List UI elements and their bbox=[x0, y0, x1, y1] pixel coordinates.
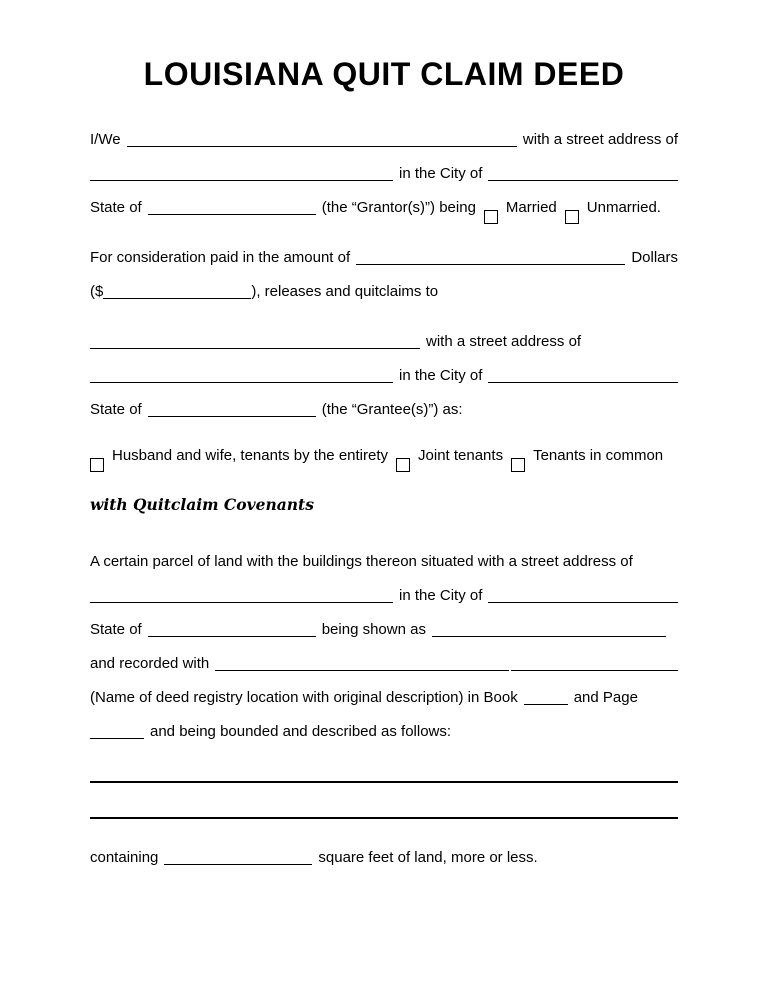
description-line-2 bbox=[90, 813, 678, 847]
property-line-6 bbox=[90, 723, 678, 757]
document-title: LOUISIANA QUIT CLAIM DEED bbox=[143, 56, 625, 92]
grantor-city-label: in the City of bbox=[399, 165, 483, 182]
property-state-label: State of bbox=[90, 621, 142, 638]
releases-quitclaims-label: ), releases and quitclaims to bbox=[251, 283, 439, 300]
married-label: Married bbox=[505, 199, 557, 216]
deed-registry-blank-1[interactable] bbox=[215, 669, 509, 671]
tenants-in-common-label: Tenants in common bbox=[533, 447, 664, 464]
grantor-state-blank[interactable] bbox=[148, 213, 316, 215]
consideration-amount-words-blank[interactable] bbox=[356, 263, 625, 265]
unmarried-checkbox[interactable] bbox=[565, 210, 579, 224]
square-feet-blank[interactable] bbox=[164, 863, 312, 865]
grantee-designation-label: (the “Grantee(s)”) as: bbox=[321, 401, 463, 418]
joint-tenants-checkbox[interactable] bbox=[396, 458, 410, 472]
description-line-1 bbox=[90, 777, 678, 811]
dollars-label: Dollars bbox=[631, 249, 678, 266]
tenancy-options-line bbox=[90, 447, 678, 481]
grantee-state-blank[interactable] bbox=[148, 415, 316, 417]
book-number-blank[interactable] bbox=[524, 703, 568, 705]
property-street-address-blank[interactable] bbox=[90, 601, 393, 603]
grantee-state-label: State of bbox=[90, 401, 142, 418]
quitclaim-covenants-label: with Quitclaim Covenants bbox=[90, 495, 314, 514]
husband-wife-checkbox[interactable] bbox=[90, 458, 104, 472]
parcel-intro-label: A certain parcel of land with the buildings thereon situated with a street address of bbox=[90, 553, 633, 570]
square-feet-label: square feet of land, more or less. bbox=[318, 849, 538, 866]
grantor-designation-label: (the “Grantor(s)”) being bbox=[321, 199, 476, 216]
grantor-street-label: with a street address of bbox=[522, 131, 678, 148]
grantor-street-address-blank[interactable] bbox=[90, 179, 393, 181]
grantor-line-3 bbox=[90, 199, 678, 233]
recorded-with-label: and recorded with bbox=[90, 655, 210, 672]
grantor-city-blank[interactable] bbox=[488, 179, 678, 181]
grantor-line-1 bbox=[90, 131, 678, 165]
containing-label: containing bbox=[90, 849, 159, 866]
husband-wife-label: Husband and wife, tenants by the entirety bbox=[112, 447, 389, 464]
grantor-intro-label: I/We bbox=[90, 131, 121, 148]
dollar-sign-label: ($ bbox=[90, 283, 104, 300]
bounded-described-label: and being bounded and described as follows: bbox=[150, 723, 452, 740]
grantee-line-2 bbox=[90, 367, 678, 401]
grantee-name-blank[interactable] bbox=[90, 347, 420, 349]
property-line-5 bbox=[90, 689, 678, 723]
covenant-line bbox=[90, 495, 678, 529]
deed-registry-note-label: (Name of deed registry location with original description) in Book bbox=[90, 689, 518, 706]
grantee-city-blank[interactable] bbox=[488, 381, 678, 383]
being-shown-as-label: being shown as bbox=[321, 621, 426, 638]
containing-line bbox=[90, 849, 678, 883]
property-shown-as-blank[interactable] bbox=[432, 635, 666, 637]
property-city-blank[interactable] bbox=[488, 601, 678, 603]
property-line-4 bbox=[90, 655, 678, 689]
page-number-blank[interactable] bbox=[90, 737, 144, 739]
tenants-in-common-checkbox[interactable] bbox=[511, 458, 525, 472]
consideration-amount-numeric-blank[interactable] bbox=[103, 297, 251, 299]
property-line-1 bbox=[90, 553, 678, 587]
grantor-state-label: State of bbox=[90, 199, 142, 216]
married-checkbox[interactable] bbox=[484, 210, 498, 224]
property-city-label: in the City of bbox=[399, 587, 483, 604]
legal-description-blank-2[interactable] bbox=[90, 816, 678, 819]
grantor-name-blank[interactable] bbox=[127, 145, 517, 147]
grantee-city-label: in the City of bbox=[399, 367, 483, 384]
grantor-line-2 bbox=[90, 165, 678, 199]
consideration-line-1 bbox=[90, 249, 678, 283]
joint-tenants-label: Joint tenants bbox=[418, 447, 504, 464]
property-line-2 bbox=[90, 587, 678, 621]
grantee-street-label: with a street address of bbox=[426, 333, 582, 350]
legal-description-blank-1[interactable] bbox=[90, 780, 678, 783]
grantee-street-address-blank[interactable] bbox=[90, 381, 393, 383]
grantee-line-1 bbox=[90, 333, 678, 367]
consideration-intro-label: For consideration paid in the amount of bbox=[90, 249, 351, 266]
grantee-line-3 bbox=[90, 401, 678, 435]
consideration-line-2 bbox=[90, 283, 678, 317]
deed-registry-blank-2[interactable] bbox=[511, 669, 678, 671]
unmarried-label: Unmarried. bbox=[586, 199, 661, 216]
and-page-label: and Page bbox=[573, 689, 638, 706]
property-state-blank[interactable] bbox=[148, 635, 316, 637]
property-line-3 bbox=[90, 621, 678, 655]
